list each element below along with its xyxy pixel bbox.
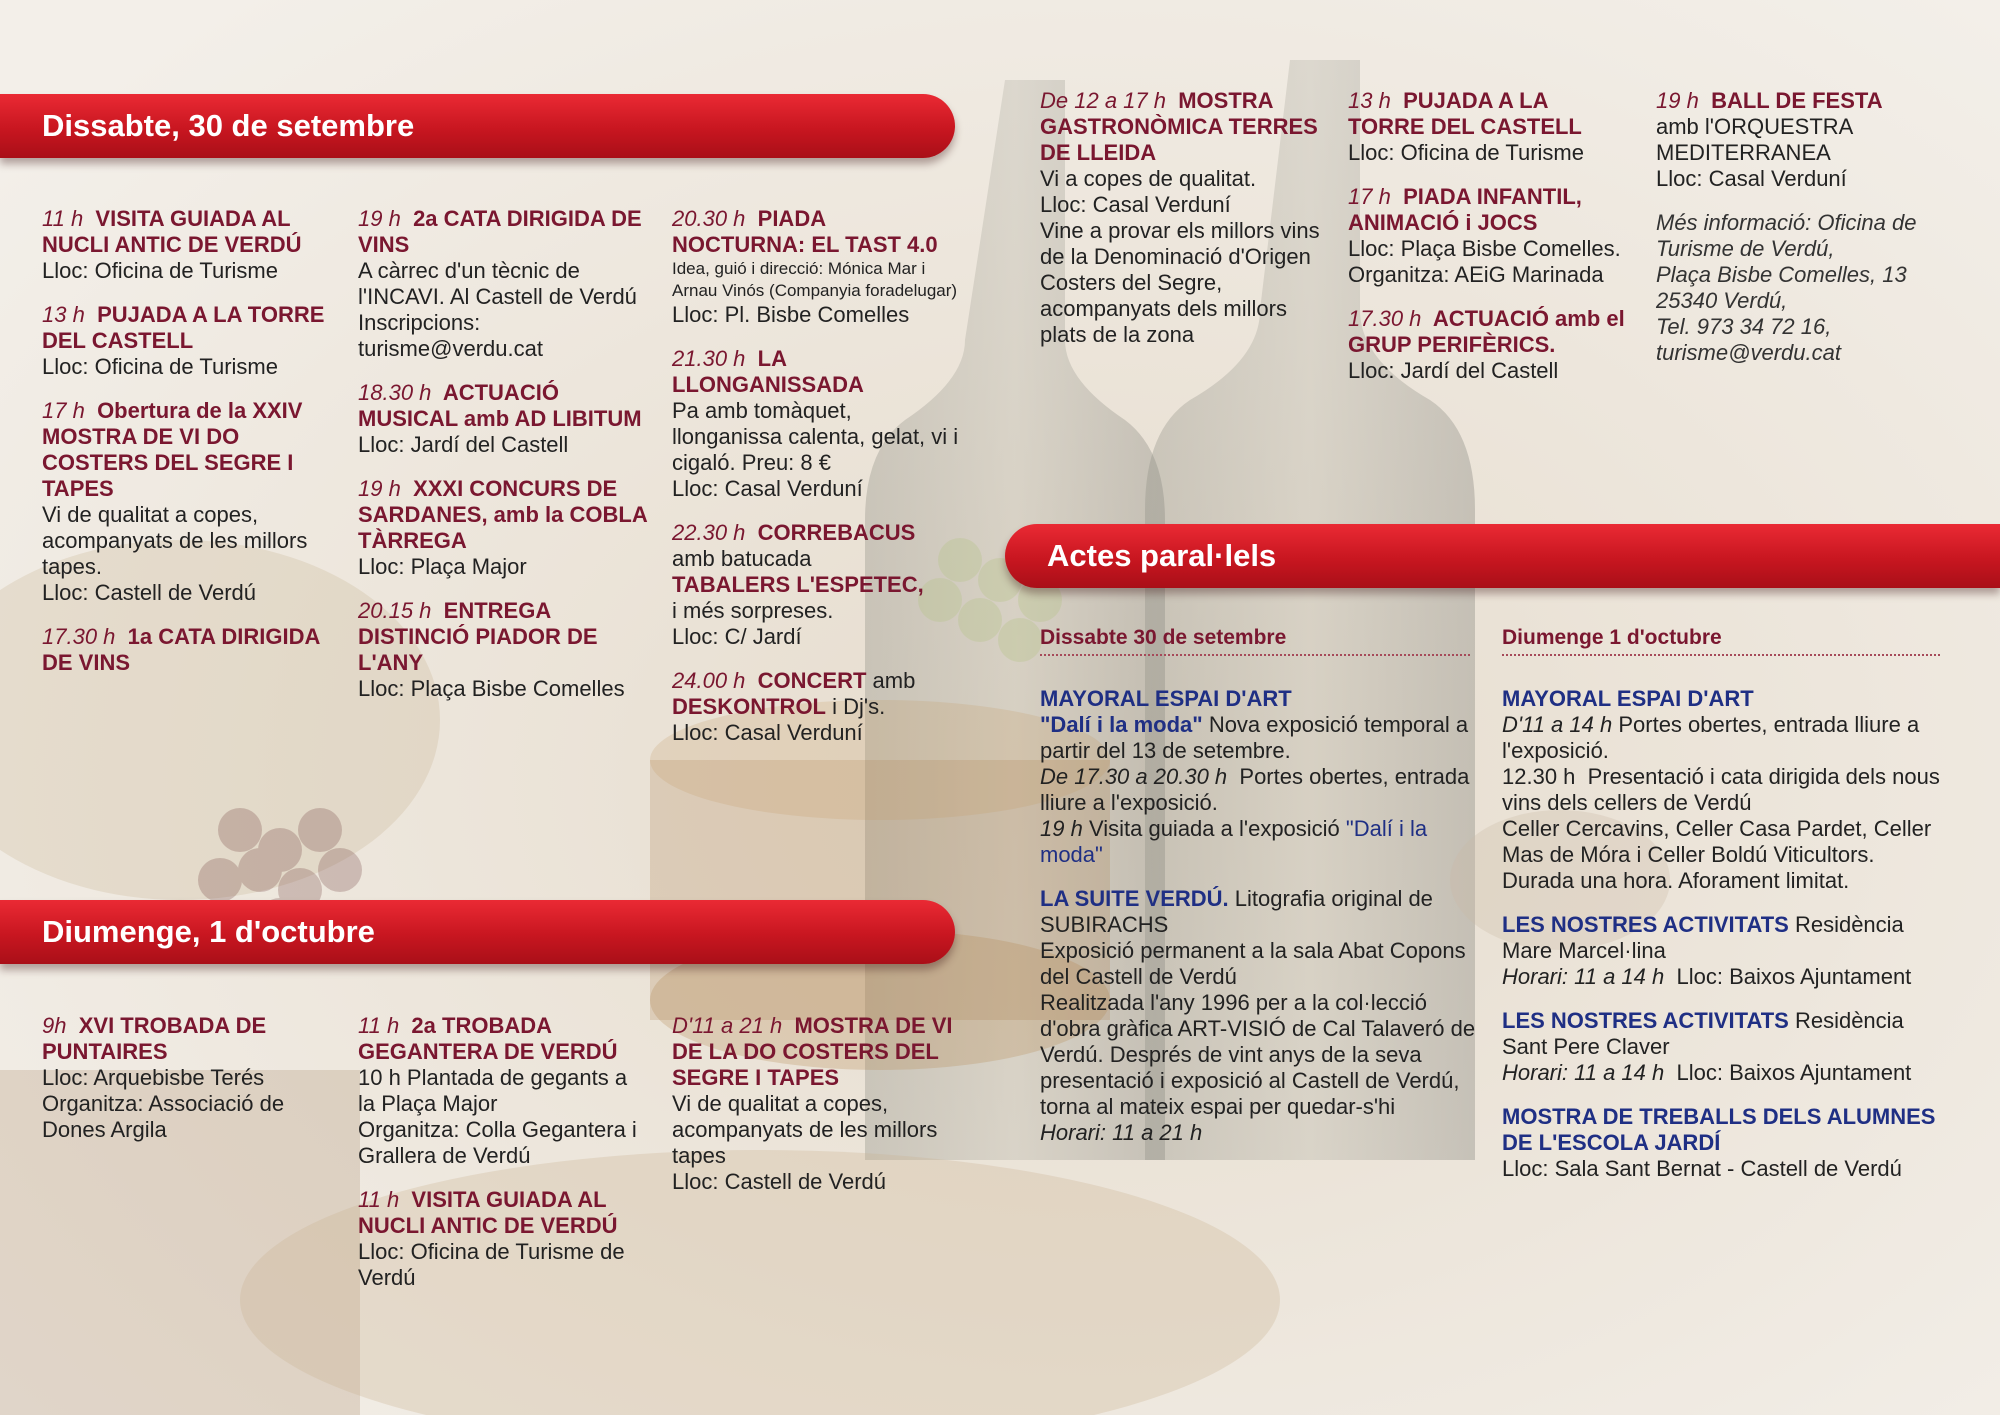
- mostra-place: Lloc: Sala Sant Bernat - Castell de Verdú: [1502, 1156, 1902, 1181]
- event-title: Obertura de la XXIV MOSTRA DE VI DO COSTERS DEL SEGRE I TAPES: [42, 398, 303, 501]
- event-title: BALL DE FESTA: [1711, 88, 1883, 113]
- parallel-sunday-column: [1502, 686, 1948, 1182]
- event-item: [1040, 88, 1330, 348]
- event-description: A càrrec d'un tècnic de l'INCAVI. Al Castell de Verdú: [358, 258, 637, 309]
- event-text: amb: [872, 668, 916, 693]
- event-time: 19 h: [1656, 88, 1699, 113]
- event-title: ACTUACIÓ MUSICAL amb AD LIBITUM: [358, 380, 642, 431]
- event-place: Lloc: Castell de Verdú: [672, 1169, 887, 1194]
- open-time: D'11 a 14 h: [1502, 712, 1613, 737]
- event-place: Lloc: Casal Verduní: [672, 720, 863, 745]
- event-place: Lloc: Pl. Bisbe Comelles: [672, 302, 910, 327]
- event-time: 19 h: [358, 206, 401, 231]
- event-title: LA LLONGANISSADA: [672, 346, 864, 397]
- event-item: [1348, 88, 1628, 166]
- event-time: 22.30 h: [672, 520, 746, 545]
- event-time: 20.15 h: [358, 598, 432, 623]
- event-title: ACTUACIÓ amb el GRUP PERIFÈRICS.: [1348, 306, 1625, 357]
- saturday-column-3: [672, 206, 964, 764]
- event-description: 10 h Plantada de gegants a la Plaça Major: [358, 1065, 628, 1116]
- event-item: [358, 380, 648, 458]
- visit-text: Visita guiada a l'exposició: [1088, 816, 1340, 841]
- event-title: XVI TROBADA DE PUNTAIRES: [42, 1013, 267, 1064]
- activity-title: LES NOSTRES ACTIVITATS: [1502, 1008, 1789, 1033]
- event-description: Vi a copes de qualitat.: [1040, 166, 1257, 191]
- cata-text: Presentació i cata dirigida dels nous vins dels cellers de Verdú: [1502, 764, 1940, 815]
- info-phone: Tel. 973 34 72 16,: [1656, 314, 1832, 339]
- event-organizer: Organitza: AEiG Marinada: [1348, 262, 1604, 287]
- event-time: 17 h: [42, 398, 85, 423]
- suite-description: Realitzada l'any 1996 per a la col·lecció d'obra gràfica ART-VISIÓ de Cal Talaveró de Verdú. Després de vint anys de la seva presentació i exposició al Castell de Verdú, torna al mateix espai per quedar-s'hi: [1040, 990, 1476, 1119]
- suite-hours: Horari: 11 a 21 h: [1040, 1120, 1203, 1145]
- event-title-2: TABALERS L'ESPETEC,: [672, 572, 924, 597]
- event-title: PUJADA A LA TORRE DEL CASTELL: [1348, 88, 1582, 139]
- event-place: Lloc: Plaça Bisbe Comelles: [358, 676, 625, 701]
- event-title: ENTREGA DISTINCIÓ PIADOR DE L'ANY: [358, 598, 598, 675]
- activity-title: LES NOSTRES ACTIVITATS: [1502, 912, 1789, 937]
- event-description: Vine a provar els millors vins de la Denominació d'Origen Costers del Segre, acompanyats dels millors plats de la zona: [1040, 218, 1320, 347]
- event-description: Vi de qualitat a copes, acompanyats de les millors tapes.: [42, 502, 308, 579]
- event-time: 21.30 h: [672, 346, 746, 371]
- info-email: turisme@verdu.cat: [1656, 340, 1841, 365]
- event-title-2: DESKONTROL: [672, 694, 826, 719]
- activity-hours: Horari: 11 a 14 h: [1502, 1060, 1665, 1085]
- event-item: [672, 668, 964, 746]
- suite-text: Litografia original de SUBIRACHS: [1040, 886, 1433, 937]
- event-place: Lloc: Oficina de Turisme de Verdú: [358, 1239, 625, 1290]
- visit-time: 19 h: [1040, 816, 1083, 841]
- event-title: PUJADA A LA TORRE DEL CASTELL: [42, 302, 325, 353]
- event-item: [1656, 88, 1956, 192]
- event-place: Lloc: Arquebisbe Terés: [42, 1065, 265, 1090]
- event-place: Lloc: Oficina de Turisme: [1348, 140, 1584, 165]
- event-time: 20.30 h: [672, 206, 746, 231]
- suite-description: Exposició permanent a la sala Abat Copons del Castell de Verdú: [1040, 938, 1466, 989]
- event-item: [42, 1013, 332, 1143]
- activity-place: Lloc: Baixos Ajuntament: [1676, 1060, 1912, 1085]
- event-title: 2a CATA DIRIGIDA DE VINS: [358, 206, 642, 257]
- activity-place: Lloc: Baixos Ajuntament: [1676, 964, 1912, 989]
- info-line: Plaça Bisbe Comelles, 13: [1656, 262, 1907, 287]
- hours-time: De 17.30 a 20.30 h: [1040, 764, 1228, 789]
- activity-text: Residència Mare Marcel·lina: [1502, 912, 1904, 963]
- event-time: 17 h: [1348, 184, 1391, 209]
- event-time: D'11 a 21 h: [672, 1013, 783, 1038]
- event-title: MOSTRA GASTRONÒMICA TERRES DE LLEIDA: [1040, 88, 1318, 165]
- exhibition-title: "Dalí i la moda": [1040, 712, 1203, 737]
- event-item: [358, 206, 648, 362]
- mayoral-title: MAYORAL ESPAI D'ART: [1040, 686, 1292, 711]
- event-title: 1a CATA DIRIGIDA DE VINS: [42, 624, 320, 675]
- event-item: [42, 206, 332, 284]
- event-text: amb batucada: [672, 546, 812, 571]
- sunday-column-1: [42, 1013, 332, 1161]
- event-place: Lloc: Plaça Bisbe Comelles.: [1348, 236, 1621, 261]
- event-place: Lloc: Plaça Major: [358, 554, 527, 579]
- event-organizer: Organitza: Associació de Dones Argila: [42, 1091, 285, 1142]
- event-time: 9h: [42, 1013, 67, 1038]
- event-item: [358, 598, 648, 702]
- event-contact: Inscripcions: turisme@verdu.cat: [358, 310, 543, 361]
- event-text: i més sorpreses.: [672, 598, 834, 623]
- event-time: 13 h: [42, 302, 85, 327]
- right-column-3: [1656, 88, 1956, 366]
- activity-text: Residència Sant Pere Claver: [1502, 1008, 1904, 1059]
- event-place: Lloc: C/ Jardí: [672, 624, 802, 649]
- event-place: Lloc: Jardí del Castell: [358, 432, 569, 457]
- event-place: Lloc: Casal Verduní: [672, 476, 863, 501]
- event-item: [1348, 184, 1628, 288]
- event-time: 17.30 h: [1348, 306, 1422, 331]
- event-item: [358, 1187, 648, 1291]
- event-time: 11 h: [358, 1013, 400, 1038]
- event-place: Lloc: Castell de Verdú: [42, 580, 257, 605]
- cellers-list: Celler Cercavins, Celler Casa Pardet, Celler Mas de Móra i Celler Boldú Viticultors.: [1502, 816, 1932, 867]
- info-line: 25340 Verdú,: [1656, 288, 1788, 313]
- event-time: 13 h: [1348, 88, 1391, 113]
- parallel-saturday-column: [1040, 686, 1480, 1146]
- event-description: amb l'ORQUESTRA MEDITERRANEA: [1656, 114, 1853, 165]
- event-item: [42, 302, 332, 380]
- event-item: [42, 624, 332, 676]
- saturday-column-1: [42, 206, 332, 694]
- cata-time: 12.30 h: [1502, 764, 1576, 789]
- event-place: Lloc: Casal Verduní: [1040, 192, 1231, 217]
- hours-text: Portes obertes, entrada lliure a l'exposició.: [1040, 764, 1470, 815]
- event-place: Lloc: Casal Verduní: [1656, 166, 1847, 191]
- event-item: [672, 1013, 964, 1195]
- event-title: MOSTRA DE VI DE LA DO COSTERS DEL SEGRE I TAPES: [672, 1013, 953, 1090]
- event-item: [42, 398, 332, 606]
- parallel-saturday-header: Dissabte 30 de setembre: [1040, 626, 1470, 656]
- event-credits: Idea, guió i direcció: Mónica Mar i Arnau Vinós (Companyia foradelugar): [672, 259, 958, 300]
- info-line: Més informació: Oficina de Turisme de Verdú,: [1656, 210, 1917, 261]
- suite-title: LA SUITE VERDÚ.: [1040, 886, 1229, 911]
- event-organizer: Organitza: Colla Gegantera i Grallera de Verdú: [358, 1117, 637, 1168]
- event-title: VISITA GUIADA AL NUCLI ANTIC DE VERDÚ: [42, 206, 302, 257]
- more-info: [1656, 210, 1956, 366]
- event-time: 11 h: [42, 206, 84, 231]
- event-title: CONCERT: [757, 668, 867, 693]
- visit-title: "Dalí i la moda": [1040, 816, 1428, 867]
- event-item: [672, 346, 964, 502]
- event-item: [358, 476, 648, 580]
- sunday-column-2: [358, 1013, 648, 1309]
- event-title: PIADA INFANTIL, ANIMACIÓ i JOCS: [1348, 184, 1582, 235]
- event-time: 11 h: [358, 1187, 400, 1212]
- saturday-column-2: [358, 206, 648, 720]
- parallel-sunday-header: Diumenge 1 d'octubre: [1502, 626, 1940, 656]
- duration-note: Durada una hora. Aforament limitat.: [1502, 868, 1850, 893]
- event-time: 19 h: [358, 476, 401, 501]
- saturday-banner: Dissabte, 30 de setembre: [0, 94, 955, 158]
- event-description: Pa amb tomàquet, llonganissa calenta, gelat, vi i cigaló. Preu: 8 €: [672, 398, 959, 475]
- event-description: Vi de qualitat a copes, acompanyats de les millors tapes: [672, 1091, 938, 1168]
- event-item: [672, 520, 964, 650]
- parallel-events-banner: Actes paral·lels: [1005, 524, 2000, 588]
- event-time: 24.00 h: [672, 668, 746, 693]
- event-title: VISITA GUIADA AL NUCLI ANTIC DE VERDÚ: [358, 1187, 618, 1238]
- right-column-2: [1348, 88, 1628, 402]
- mayoral-title: MAYORAL ESPAI D'ART: [1502, 686, 1754, 711]
- event-place: Lloc: Oficina de Turisme: [42, 354, 278, 379]
- exhibition-text: Nova exposició temporal a partir del 13 de setembre.: [1040, 712, 1469, 763]
- event-item: [1348, 306, 1628, 384]
- event-place: Lloc: Oficina de Turisme: [42, 258, 278, 283]
- event-time: 17.30 h: [42, 624, 116, 649]
- open-text: Portes obertes, entrada lliure a l'exposició.: [1502, 712, 1920, 763]
- event-time: 18.30 h: [358, 380, 432, 405]
- sunday-banner: Diumenge, 1 d'octubre: [0, 900, 955, 964]
- event-time: De 12 a 17 h: [1040, 88, 1166, 113]
- event-title: PIADA NOCTURNA: EL TAST 4.0: [672, 206, 938, 257]
- event-place: Lloc: Jardí del Castell: [1348, 358, 1559, 383]
- event-title: XXXI CONCURS DE SARDANES, amb la COBLA TÀRREGA: [358, 476, 647, 553]
- event-title: CORREBACUS: [757, 520, 916, 545]
- event-title: 2a TROBADA GEGANTERA DE VERDÚ: [358, 1013, 618, 1064]
- event-item: [672, 206, 964, 328]
- mostra-title: MOSTRA DE TREBALLS DELS ALUMNES DE L'ESCOLA JARDÍ: [1502, 1104, 1936, 1155]
- right-column-1: [1040, 88, 1330, 366]
- event-item: [358, 1013, 648, 1169]
- sunday-column-3: [672, 1013, 964, 1213]
- event-text: i Dj's.: [832, 694, 886, 719]
- activity-hours: Horari: 11 a 14 h: [1502, 964, 1665, 989]
